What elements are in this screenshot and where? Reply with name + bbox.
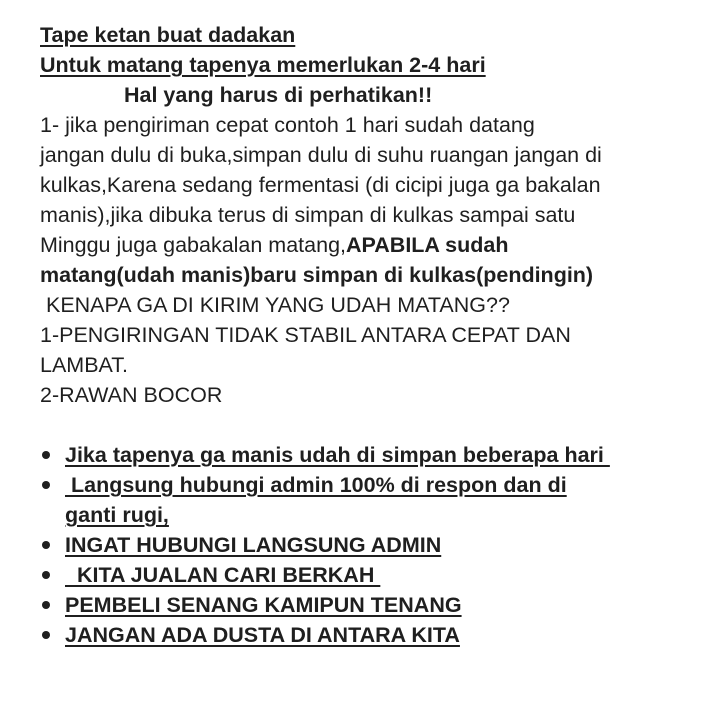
body-line-1: 1- jika pengiriman cepat contoh 1 hari sudah datang xyxy=(40,113,535,137)
bullet-text: INGAT HUBUNGI LANGSUNG ADMIN xyxy=(65,533,442,557)
bullet-dot-icon xyxy=(42,571,50,579)
bullet-text: Jika tapenya ga manis udah di simpan beberapa hari xyxy=(65,443,610,467)
body-line-3: kulkas,Karena sedang fermentasi (di cicipi juga ga bakalan xyxy=(40,173,601,197)
bullet-text: JANGAN ADA DUSTA DI ANTARA KITA xyxy=(65,623,460,647)
question-line: KENAPA GA DI KIRIM YANG UDAH MATANG?? xyxy=(40,293,510,317)
bullet-text: PEMBELI SENANG KAMIPUN TENANG xyxy=(65,593,462,617)
list-item xyxy=(40,590,690,620)
list-item xyxy=(40,560,690,590)
answer-line-1: 1-PENGIRINGAN TIDAK STABIL ANTARA CEPAT DAN xyxy=(40,323,571,347)
list-item xyxy=(40,440,690,470)
spacer xyxy=(40,410,690,440)
bullet-dot-icon xyxy=(42,541,50,549)
list-item xyxy=(40,620,690,650)
body-line-5-normal: Minggu juga gabakalan matang, xyxy=(40,233,346,257)
body-line-5-bold: APABILA sudah xyxy=(346,233,509,257)
body-line-5 xyxy=(40,230,690,260)
answer-line-3: 2-RAWAN BOCOR xyxy=(40,383,223,407)
bullet-dot-icon xyxy=(42,481,50,489)
body-line-4: manis),jika dibuka terus di simpan di kulkas sampai satu xyxy=(40,203,576,227)
body-line-2: jangan dulu di buka,simpan dulu di suhu ruangan jangan di xyxy=(40,143,602,167)
bullet-text: Langsung hubungi admin 100% di respon dan di xyxy=(65,473,567,497)
title-line-2: Untuk matang tapenya memerlukan 2-4 hari xyxy=(40,53,486,77)
bullet-list xyxy=(40,440,690,650)
list-item xyxy=(40,470,690,530)
bullet-dot-icon xyxy=(42,451,50,459)
answer-line-2: LAMBAT. xyxy=(40,353,129,377)
bullet-text: KITA JUALAN CARI BERKAH xyxy=(65,563,381,587)
bullet-dot-icon xyxy=(42,631,50,639)
bullet-text-continued: ganti rugi, xyxy=(65,503,169,527)
bullet-dot-icon xyxy=(42,601,50,609)
list-item xyxy=(40,530,690,560)
document-page xyxy=(40,20,690,650)
subheading: Hal yang harus di perhatikan!! xyxy=(124,83,433,107)
title-line-1: Tape ketan buat dadakan xyxy=(40,23,296,47)
body-line-6: matang(udah manis)baru simpan di kulkas(pendingin) xyxy=(40,263,594,287)
